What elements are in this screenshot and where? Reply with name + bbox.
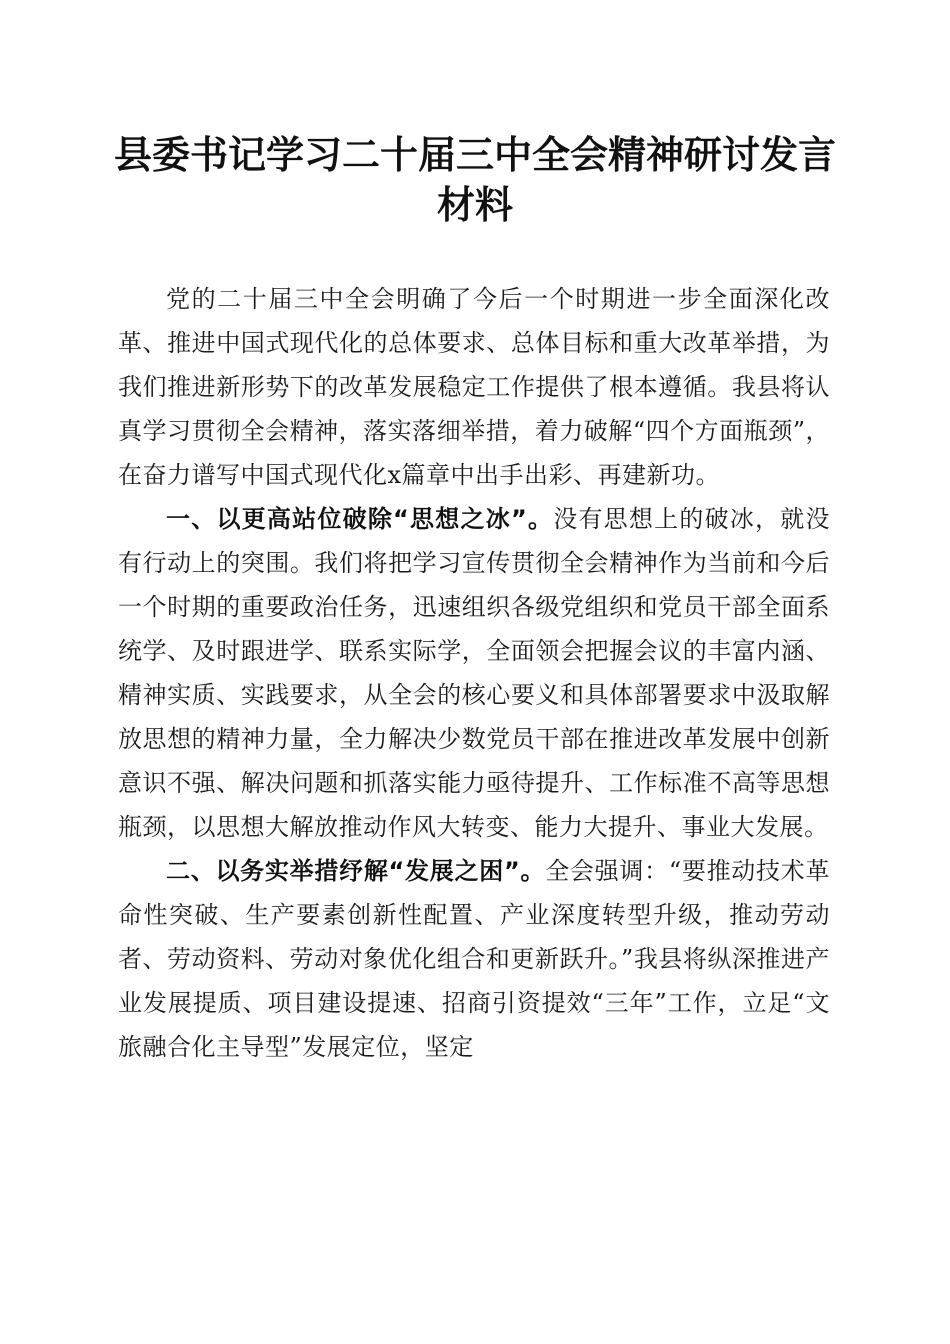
paragraph-section-2 (118, 849, 830, 1069)
paragraph-text: 没有思想上的破冰，就没有行动上的突围。我们将把学习宣传贯彻全会精神作为当前和今后一个时期的重要政治任务，迅速组织各级党组织和党员干部全面系统学、及时跟进学、联系实际学，全面领会把握会议的丰富内涵、精神实质、实践要求，从全会的核心要义和具体部署要求中汲取解放思想的精神力量，全力解决少数党员干部在推进改革发展中创新意识不强、解决问题和抓落实能力亟待提升、工作标准不高等思想瓶颈，以思想大解放推动作风大转变、能力大提升、事业大发展。 (118, 505, 831, 841)
paragraph-text: 党的二十届三中全会明确了今后一个时期进一步全面深化改革、推进中国式现代化的总体要求、总体目标和重大改革举措，为我们推进新形势下的改革发展稳定工作提供了根本遵循。我县将认真学习贯彻全会精神，落实落细举措，着力破解“四个方面瓶颈”，在奋力谱写中国式现代化x篇章中出手出彩、再建新功。 (118, 285, 830, 489)
document-body (118, 277, 830, 1069)
section-heading-1: 一、以更高站位破除“思想之冰”。 (166, 505, 554, 533)
paragraph-intro (118, 277, 830, 497)
paragraph-text: 全会强调：“要推动技术革命性突破、生产要素创新性配置、产业深度转型升级，推动劳动者、劳动资料、劳动对象优化组合和更新跃升。”我县将纵深推进产业发展提质、项目建设提速、招商引资提效“三年”工作，立足“文旅融合化主导型”发展定位，坚定 (118, 857, 830, 1061)
paragraph-section-1 (118, 497, 830, 849)
document-title: 县委书记学习二十届三中全会精神研讨发言材料 (113, 132, 836, 227)
section-heading-2: 二、以务实举措纾解“发展之困”。 (166, 857, 546, 885)
